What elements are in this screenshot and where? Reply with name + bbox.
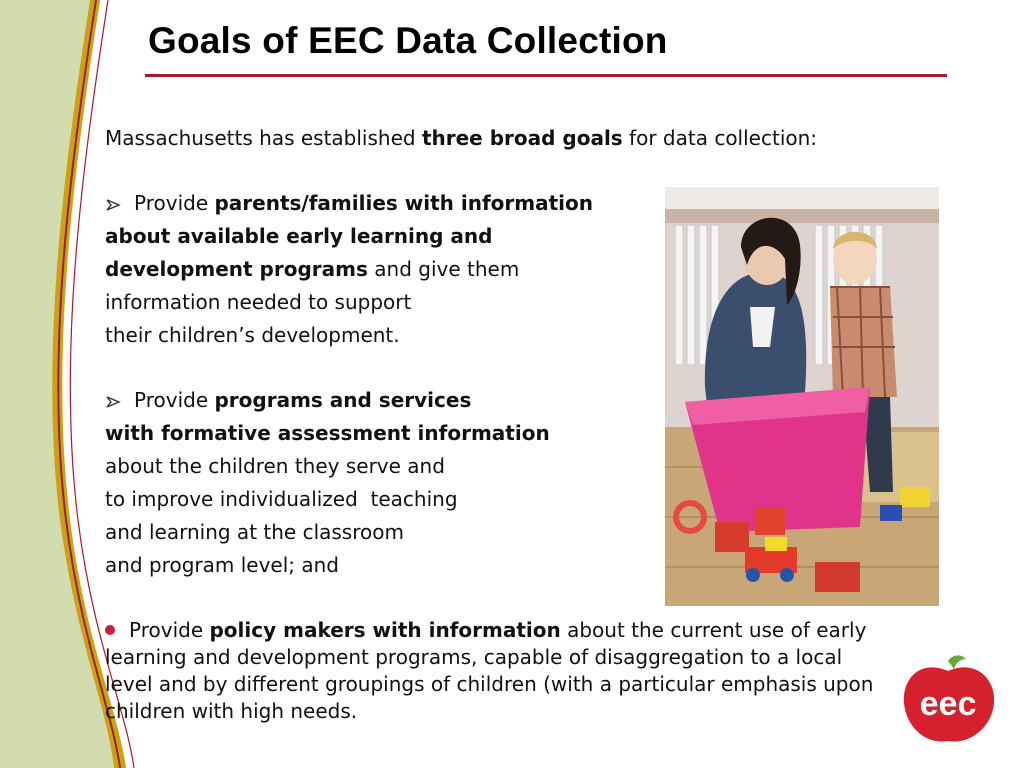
goal2-line5: and learning at the classroom — [105, 520, 404, 544]
goal3-line1 — [105, 618, 866, 642]
goal1-line3 — [105, 257, 519, 281]
goal1-line5: their children’s development. — [105, 323, 400, 347]
goal1-line4: information needed to support — [105, 290, 412, 314]
title-underline — [145, 74, 947, 77]
goal1-bold: parents/families with information — [214, 191, 593, 215]
intro-bold: three broad goals — [421, 126, 623, 150]
goal2-line2: with formative assessment information — [105, 421, 550, 445]
slide-title: Goals of EEC Data Collection — [148, 20, 668, 61]
logo-text: eec — [919, 685, 977, 723]
goal3-line3: level and by different groupings of children (with a particular emphasis upon — [105, 672, 874, 696]
goal2-line4: to improve individualized teaching — [105, 487, 458, 511]
goal3-line2: learning and development programs, capable of disaggregation to a local — [105, 645, 843, 669]
goal1-line3-post: and give them — [367, 257, 520, 281]
eec-logo — [900, 655, 996, 747]
goal1-line3-bold: development programs — [105, 257, 368, 281]
intro-post: for data collection: — [622, 126, 818, 150]
arrow-bullet-icon — [105, 395, 123, 409]
goal3-line4: children with high needs. — [105, 699, 358, 723]
intro-pre: Massachusetts has established — [105, 126, 422, 150]
goal1-line1 — [105, 191, 593, 215]
goal1-pre: Provide — [134, 191, 215, 215]
goal3-bold: policy makers with information — [209, 618, 561, 642]
intro-text — [105, 126, 817, 150]
goal1-line2: about available early learning and — [105, 224, 493, 248]
goal3-post: about the current use of early — [560, 618, 867, 642]
goal2-pre: Provide — [134, 388, 215, 412]
arrow-bullet-icon — [105, 198, 123, 212]
mother-child-toys-photo — [665, 187, 939, 606]
goal2-line1 — [105, 388, 471, 412]
goal2-bold: programs and services — [214, 388, 472, 412]
goal2-line6: and program level; and — [105, 553, 339, 577]
dot-bullet-icon — [105, 625, 115, 635]
goal2-line3: about the children they serve and — [105, 454, 445, 478]
goal3-pre: Provide — [129, 618, 210, 642]
